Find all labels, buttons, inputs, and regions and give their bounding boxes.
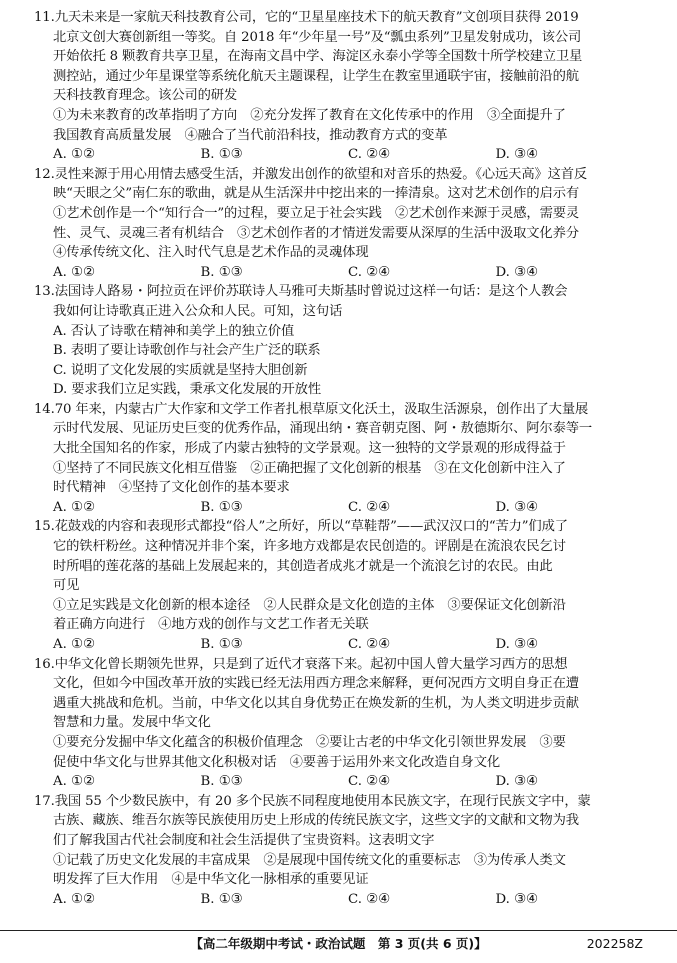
question-block [34, 165, 643, 283]
question-stem-line: 11.九天未来是一家航天科技教育公司，它的“卫星星座技术下的航天教育”文创项目获得 2019 [34, 10, 579, 25]
question-text-line: D. 要求我们立足实践，秉承文化发展的开放性 [53, 382, 321, 398]
answer-option: D. ③④ [495, 637, 538, 652]
answer-option: D. ③④ [495, 264, 538, 280]
answer-option: C. ②④ [348, 891, 390, 907]
footer-code: 202258Z [586, 936, 643, 951]
question-stem-line: 17.我国 55 个少数民族中，有 20 多个民族不同程度地使用本民族文字，在现行民族文字中，蒙 [34, 793, 591, 809]
question-text-line: 它的铁杆粉丝。这种情况并非个案，许多地方戏都是农民创造的。评剧是在流浪农民乞讨 [53, 539, 566, 555]
answer-option: A. ①② [53, 147, 95, 163]
question-text-line: ④传承传统文化、注入时代气息是艺术作品的灵魂体现 [53, 245, 369, 261]
question-text-line: B. 表明了要让诗歌创作与社会产生广泛的联系 [53, 343, 321, 359]
question-text-line: 可见 [53, 578, 80, 594]
answer-option: B. ①③ [200, 147, 243, 163]
question-text-line: 文化，但如今中国改革开放的实践已经无法用西方理念来解释，更何况西方文明自身正在遭 [53, 676, 579, 692]
question-text-line: 时代精神 ④坚持了文化创作的基本要求 [53, 480, 290, 496]
answer-options [34, 145, 643, 165]
answer-option: C. ②④ [348, 264, 390, 280]
question-text-line: 着正确方向进行 ④地方戏的创作与文艺工作者无关联 [53, 617, 369, 633]
answer-option: D. ③④ [495, 774, 538, 790]
answer-options [34, 635, 643, 655]
answer-option: C. ②④ [348, 147, 390, 163]
question-block [34, 282, 643, 400]
question-block [34, 400, 643, 518]
question-list [34, 8, 643, 909]
question-text-line: 北京文创大赛创新组一等奖。自 2018 年“少年星一号”及“瓢虫系列”卫星发射成功，该公司 [53, 29, 582, 45]
question-text-line: 性、灵气、灵魂三者有机结合 ③艺术创作者的才情迸发需要从深厚的生活中汲取文化养分 [53, 225, 579, 241]
question-text-line: 开始依托 8 颗教育共享卫星，在海南文昌中学、海淀区永泰小学等全国数十所学校建立卫星 [53, 49, 583, 65]
question-text-line: A. 否认了诗歌在精神和美学上的独立价值 [53, 323, 295, 339]
question-text-line: C. 说明了文化发展的实质就是坚持大胆创新 [53, 362, 308, 378]
page-footer [0, 930, 677, 951]
answer-option: A. ①② [53, 891, 95, 907]
question-text-line: ①为未来教育的改革指明了方向 ②充分发挥了教育在文化传承中的作用 ③全面提升了 [53, 107, 566, 123]
footer-title: 【高二年级期中考试・政治试题 第 3 页(共 6 页)】 [190, 936, 487, 951]
question-text-line: 古族、藏族、维吾尔族等民族使用历史上形成的传统民族文字，这些文字的文献和文物为我 [53, 813, 579, 829]
answer-options [34, 263, 643, 283]
question-text-line: ①艺术创作是一个“知行合一”的过程，要立足于社会实践 ②艺术创作来源于灵感，需要灵 [53, 205, 580, 221]
answer-option: C. ②④ [348, 774, 390, 790]
answer-option: D. ③④ [495, 147, 538, 163]
answer-option: C. ②④ [348, 499, 390, 515]
question-text-line: 们了解我国古代社会制度和社会生活提供了宝贵资料。这表明文字 [53, 832, 435, 848]
question-stem-line: 16.中华文化曾长期领先世界，只是到了近代才衰落下来。起初中国人曾大量学习西方的思想 [34, 656, 568, 672]
question-text-line: 天科技教育理念。该公司的研发 [53, 88, 238, 104]
question-text-line: 促使中华文化与世界其他文化积极对话 ④要善于运用外来文化改造自身文化 [53, 754, 500, 770]
answer-option: A. ①② [53, 637, 95, 652]
question-text-line: 映“天眼之父”南仁东的歌曲，就是从生活深井中挖出来的一捧清泉。这对艺术创作的启示有 [53, 186, 580, 202]
answer-option: B. ①③ [200, 499, 243, 515]
question-text-line: ①立足实践是文化创新的根本途径 ②人民群众是文化创造的主体 ③要保证文化创新沿 [53, 597, 566, 613]
answer-options [34, 890, 643, 910]
question-text-line: 我国教育高质量发展 ④融合了当代前沿科技，推动教育方式的变革 [53, 127, 448, 143]
question-block [34, 517, 643, 654]
question-text-line: 示时代发展、见证历史巨变的优秀作品，涌现出纳・赛音朝克图、阿・敖德斯尔、阿尔泰等一 [53, 421, 593, 437]
question-text-line: ①坚持了不同民族文化相互借鉴 ②正确把握了文化创新的根基 ③在文化创新中注入了 [53, 460, 566, 476]
question-block [34, 792, 643, 910]
question-text-line: 我如何让诗歌真正进入公众和人民。可知，这句话 [53, 303, 343, 319]
question-text-line: 大批全国知名的作家，形成了内蒙古独特的文学景观。这一独特的文学景观的形成得益于 [53, 441, 566, 457]
answer-option: B. ①③ [200, 774, 243, 790]
question-text-line: 时所唱的莲花落的基础上发展起来的，其创造者成兆才就是一个流浪乞讨的农民。由此 [53, 558, 553, 574]
answer-option: B. ①③ [200, 637, 243, 652]
question-text-line: 明发挥了巨大作用 ④是中华文化一脉相承的重要见证 [53, 872, 369, 888]
question-text-line: 智慧和力量。发展中华文化 [53, 715, 211, 731]
question-block [34, 8, 643, 165]
answer-option: A. ①② [53, 774, 95, 790]
answer-option: A. ①② [53, 499, 95, 515]
question-stem-line: 13.法国诗人路易・阿拉贡在评价苏联诗人马雅可夫斯基时曾说过这样一句话：是这个人教会 [34, 284, 568, 300]
answer-option: B. ①③ [200, 891, 243, 907]
answer-options [34, 498, 643, 518]
answer-option: D. ③④ [495, 499, 538, 515]
question-stem-line: 15.花鼓戏的内容和表现形式都投“俗人”之所好，所以“草鞋帮”——武汉汉口的“苦力”们成了 [34, 519, 568, 535]
question-text-line: 测控站，通过少年星课堂等系统化航天主题课程，让学生在教室里通联宇宙，接触前沿的航 [53, 68, 579, 84]
answer-option: B. ①③ [200, 264, 243, 280]
question-stem-line: 12.灵性来源于用心用情去感受生活，并激发出创作的欲望和对音乐的热爱。《心远天高》这首反 [34, 166, 588, 182]
answer-option: D. ③④ [495, 891, 538, 907]
question-block [34, 655, 643, 792]
answer-option: A. ①② [53, 264, 95, 280]
answer-options [34, 772, 643, 792]
question-stem-line: 14.70 年来，内蒙古广大作家和文学工作者扎根草原文化沃土，汲取生活源泉，创作出了大量展 [34, 401, 589, 417]
question-text-line: 遇重大挑战和危机。当前，中华文化以其自身优势正在焕发新的生机，为人类文明进步贡献 [53, 695, 579, 711]
question-text-line: ①要充分发掘中华文化蕴含的积极价值理念 ②要让古老的中华文化引领世界发展 ③要 [53, 734, 566, 750]
question-text-line: ①记载了历史文化发展的丰富成果 ②是展现中国传统文化的重要标志 ③为传承人类文 [53, 852, 566, 868]
answer-option: C. ②④ [348, 637, 390, 652]
